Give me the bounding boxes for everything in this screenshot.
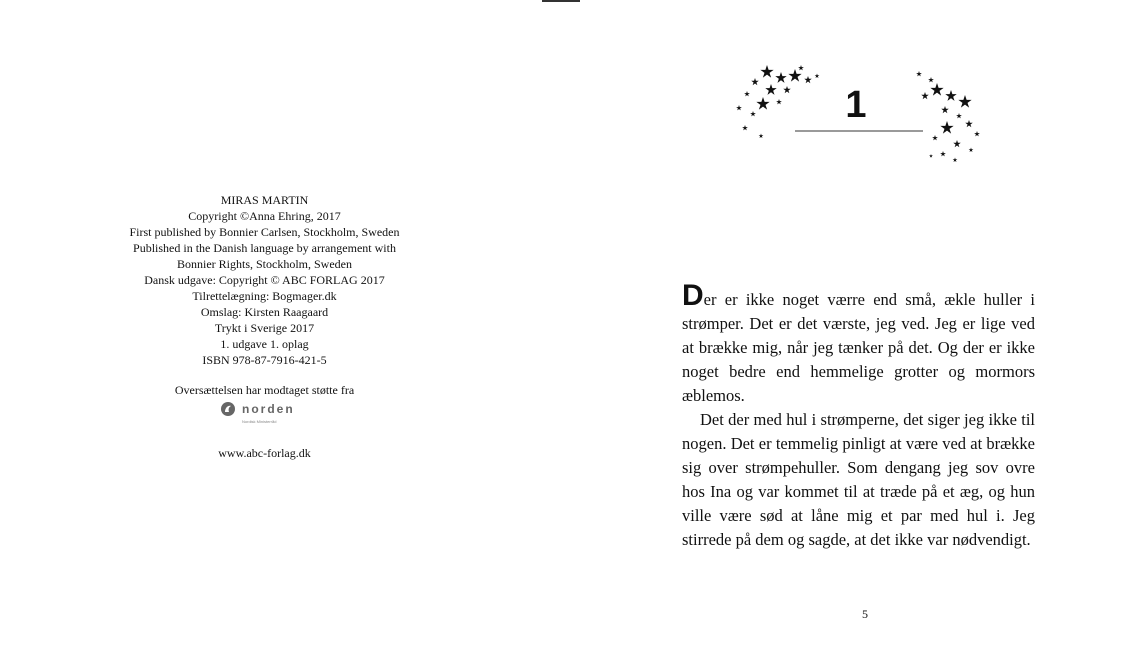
norden-swan-icon — [220, 401, 236, 417]
imprint-line: Omslag: Kirsten Raagaard — [200, 305, 329, 319]
imprint-line: Dansk udgave: Copyright © ABC FORLAG 2017 — [144, 273, 385, 287]
imprint-block — [112, 192, 417, 368]
norden-logo — [220, 400, 310, 430]
chapter-body — [682, 279, 1035, 552]
logo-subtitle: Nordisk Ministerråd — [242, 419, 277, 424]
drop-cap: D — [682, 279, 704, 312]
imprint-line: MIRAS MARTIN — [220, 193, 309, 207]
imprint-line: Trykt i Sverige 2017 — [214, 321, 315, 335]
top-edge-marker — [542, 0, 580, 2]
imprint-line: 1. udgave 1. oplag — [220, 337, 309, 351]
chapter-rule — [795, 130, 923, 132]
imprint-line: Published in the Danish language by arrangement with — [133, 241, 396, 255]
paragraph: Det der med hul i strømperne, det siger jeg ikke til nogen. Det er temmelig pinligt at være ved at brække sig over strømpehuller. Som dengang jeg sov ovre hos Ina og var kommet til at træde på et æg, og hun ville være sød at låne mig et par med hul i. Jeg stirrede på dem og sagde, at det ikke var nødvendigt. — [682, 410, 1035, 549]
imprint-line: Copyright ©Anna Ehring, 2017 — [188, 209, 341, 223]
imprint-line: First published by Bonnier Carlsen, Stockholm, Sweden — [129, 225, 400, 239]
imprint-line: Bonnier Rights, Stockholm, Sweden — [177, 257, 352, 271]
imprint-line: ISBN 978-87-7916-421-5 — [202, 353, 327, 367]
page-number: 5 — [862, 607, 868, 621]
paragraph — [682, 279, 1035, 408]
imprint-line: Tilrettelægning: Bogmager.dk — [192, 289, 337, 303]
translation-support-text: Oversættelsen har modtaget støtte fra — [174, 383, 355, 397]
publisher-website[interactable]: www.abc-forlag.dk — [218, 446, 311, 460]
chapter-number: 1 — [845, 84, 867, 126]
logo-wordmark: norden — [242, 402, 295, 416]
paragraph-text: er er ikke noget værre end små, ækle huller i strømper. Det er det værste, jeg ved. Jeg er lige ved at brække mig, når jeg tænker på det. Og der er ikke noget bedre end hemmelige grotter og mormors æblemos. — [682, 290, 1035, 405]
